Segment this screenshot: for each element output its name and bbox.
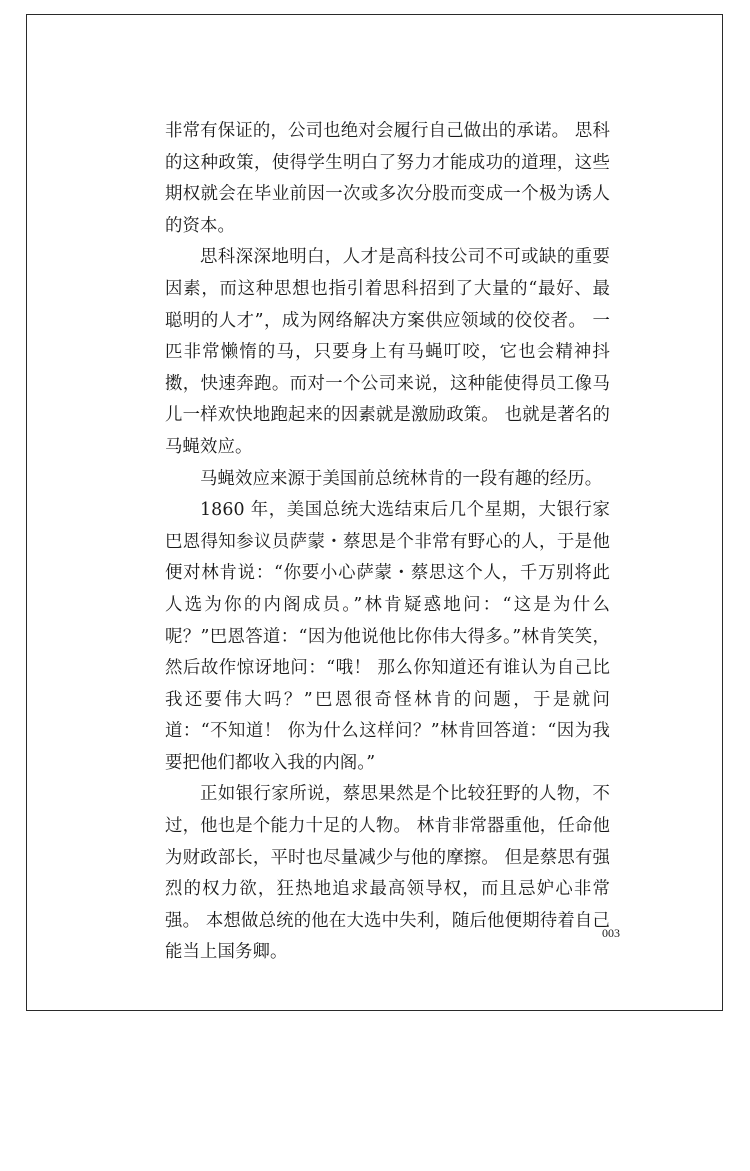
- body-text: [165, 116, 610, 969]
- paragraph: 正如银行家所说，蔡思果然是个比较狂野的人物，不过，他也是个能力十足的人物。 林肯非常器重他，任命他为财政部长，平时也尽量减少与他的摩擦。 但是蔡思有强烈的权力欲，狂热地追求最高领导权，而且忌妒心非常强。 本想做总统的他在大选中失利，随后他便期待着自己能当上国务卿。: [165, 784, 610, 963]
- page-number: 003: [602, 926, 620, 940]
- paragraph: 思科深深地明白，人才是高科技公司不可或缺的重要因素，而这种思想也指引着思科招到了大量的“最好、最聪明的人才”，成为网络解决方案供应领域的佼佼者。 一匹非常懒惰的马，只要身上有马蝇叮咬，它也会精神抖擞，快速奔跑。而对一个公司来说，这种能使得员工像马儿一样欢快地跑起来的因素就是激励政策。 也就是著名的马蝇效应。: [165, 247, 610, 457]
- paragraph: 1860 年，美国总统大选结束后几个星期，大银行家巴恩得知参议员萨蒙・蔡思是个非常有野心的人，于是他便对林肯说：“你要小心萨蒙・蔡思这个人，千万别将此人选为你的内阁成员。”林肯疑惑地问：“这是为什么呢？”巴恩答道：“因为他说他比你伟大得多。”林肯笑笑，然后故作惊讶地问：“哦！ 那么你知道还有谁认为自己比我还要伟大吗？”巴恩很奇怪林肯的问题，于是就问道：“不知道！ 你为什么这样问？”林肯回答道：“因为我要把他们都收入我的内阁。”: [165, 500, 610, 773]
- paragraph-continuation: 非常有保证的，公司也绝对会履行自己做出的承诺。 思科的这种政策，使得学生明白了努力才能成功的道理，这些期权就会在毕业前因一次或多次分股而变成一个极为诱人的资本。: [165, 121, 610, 236]
- paragraph: 马蝇效应来源于美国前总统林肯的一段有趣的经历。: [200, 468, 603, 489]
